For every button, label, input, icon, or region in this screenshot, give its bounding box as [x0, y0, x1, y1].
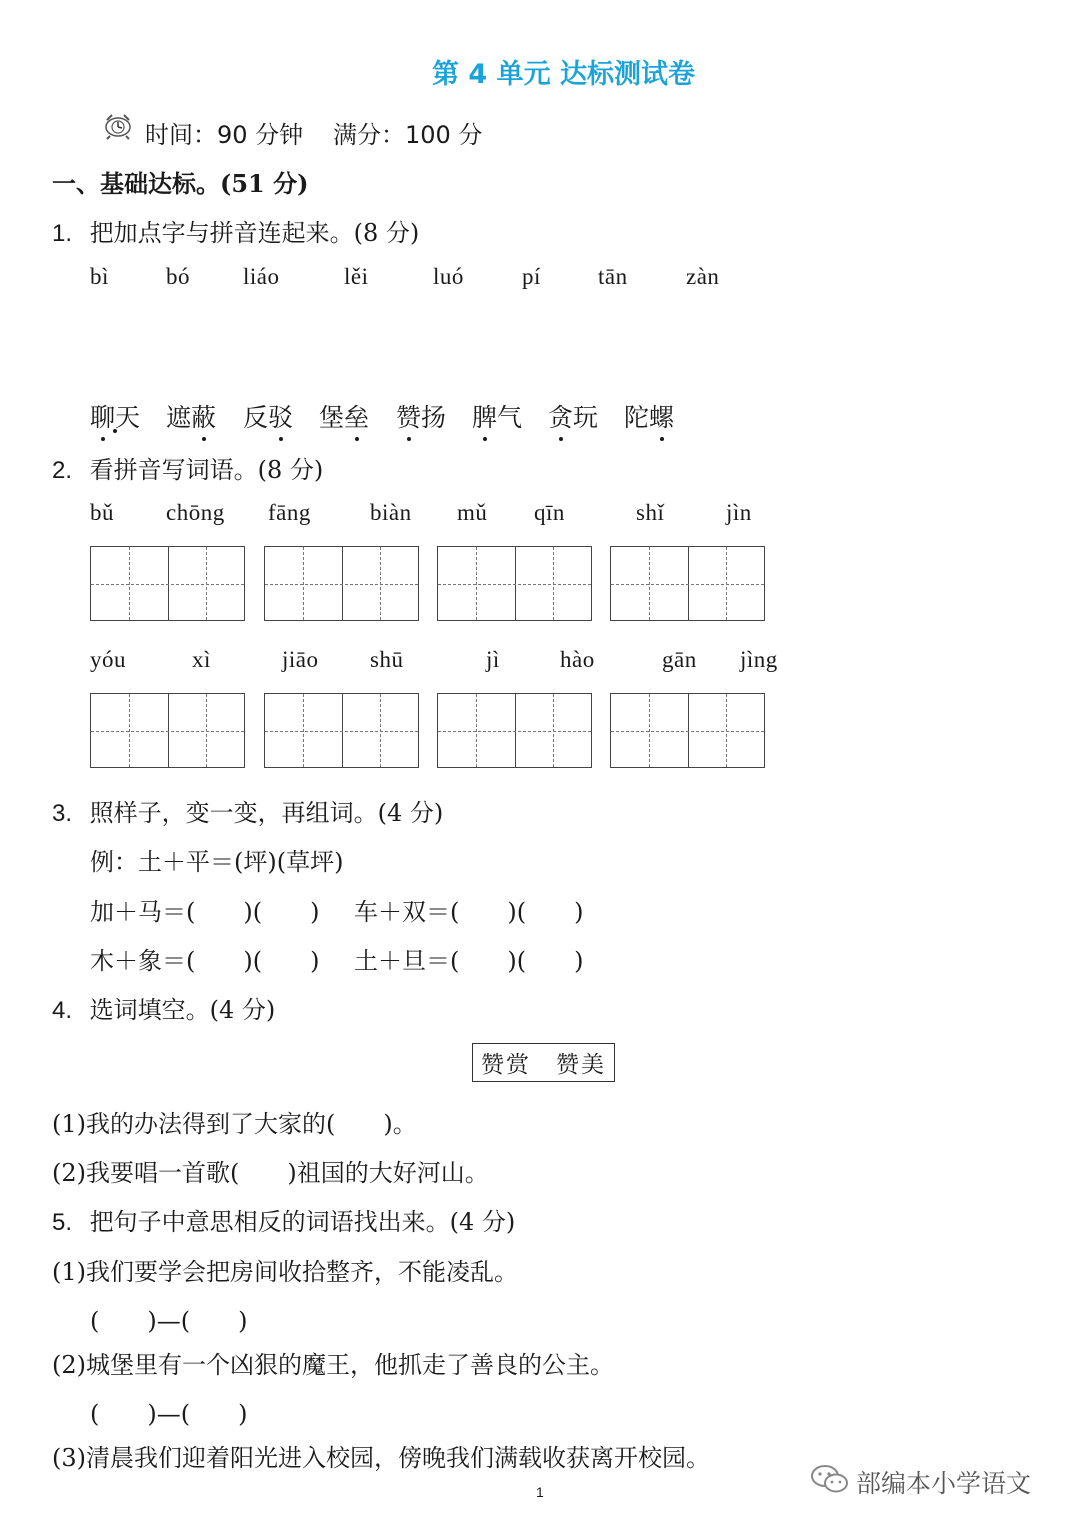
question-1 — [52, 213, 419, 248]
word-option[interactable] — [166, 398, 216, 434]
answer-blank[interactable]: ( )—( ) — [90, 1307, 248, 1335]
pinyin-label: jì — [486, 647, 500, 672]
blank-item[interactable]: 加＋马＝( )( ) — [90, 898, 320, 926]
time-label: 时间：90 分钟 — [145, 121, 304, 149]
pinyin-option[interactable]: tān — [598, 264, 628, 289]
watermark: 部编本小学语文 — [856, 1469, 1032, 1498]
word-char: 陀 — [624, 403, 650, 432]
writing-grid[interactable] — [610, 693, 765, 768]
pinyin-label: qīn — [534, 500, 565, 525]
question-number: 3. — [52, 800, 73, 827]
writing-grid[interactable] — [264, 693, 419, 768]
word-option[interactable] — [624, 398, 674, 434]
pinyin-option[interactable]: bó — [166, 264, 190, 289]
dotted-char: 贪 — [548, 398, 573, 434]
sentence-2: (2)城堡里有一个凶狠的魔王，他抓走了善良的公主。 — [52, 1351, 614, 1379]
pinyin-option[interactable]: lěi — [344, 264, 369, 289]
pinyin-label: jiāo — [282, 647, 319, 672]
pinyin-label: hào — [560, 647, 595, 672]
pinyin-label: bǔ — [90, 500, 114, 525]
clock-icon — [102, 110, 134, 140]
writing-grid[interactable] — [437, 693, 592, 768]
pinyin-label: gān — [662, 647, 697, 672]
pinyin-option[interactable]: bì — [90, 264, 109, 289]
word-option[interactable] — [90, 398, 140, 434]
pinyin-label: yóu — [90, 647, 126, 672]
question-text: 把加点字与拼音连起来。(8 分) — [89, 219, 420, 247]
section-title: 一、基础达标。(51 分) — [52, 169, 309, 198]
writing-grid[interactable] — [90, 693, 245, 768]
example-line: 例：土＋平＝(坪)(草坪) — [90, 848, 344, 876]
dotted-char: 蔽 — [191, 398, 216, 434]
question-number: 4. — [52, 997, 73, 1024]
score-label: 满分：100 分 — [333, 121, 483, 149]
question-2 — [52, 450, 323, 485]
word-option[interactable] — [243, 398, 293, 434]
pinyin-label: fāng — [268, 500, 311, 525]
word-char: 遮 — [166, 403, 192, 432]
sentence-1: (1)我们要学会把房间收拾整齐，不能凌乱。 — [52, 1258, 518, 1286]
pinyin-option[interactable]: liáo — [243, 264, 280, 289]
question-3 — [52, 793, 443, 828]
sentence-3: (3)清晨我们迎着阳光进入校园，傍晚我们满载收获离开校园。 — [52, 1444, 710, 1472]
page-number: 1 — [536, 1484, 544, 1500]
question-4 — [52, 990, 275, 1025]
word-char: 堡 — [319, 403, 345, 432]
page-title: 第 4 单元 达标测试卷 — [432, 59, 695, 90]
pinyin-label: xì — [192, 647, 211, 672]
blank-item[interactable]: 车＋双＝( )( ) — [354, 898, 584, 926]
answer-blank[interactable]: ( )—( ) — [90, 1400, 248, 1428]
question-number: 1. — [52, 220, 73, 247]
dotted-char: 赞 — [396, 398, 421, 434]
dotted-char: 垒 — [344, 398, 369, 434]
pinyin-label: jìn — [726, 500, 752, 525]
word-char: 反 — [243, 403, 269, 432]
word-choice-box: 赞赏 赞美 — [472, 1043, 615, 1082]
question-5 — [52, 1202, 515, 1237]
sentence-1[interactable]: (1)我的办法得到了大家的( )。 — [52, 1110, 417, 1138]
writing-grid[interactable] — [610, 546, 765, 621]
question-number: 5. — [52, 1209, 73, 1236]
word-char: 聊 — [90, 398, 115, 434]
question-text: 选词填空。(4 分) — [89, 996, 276, 1024]
question-text: 把句子中意思相反的词语找出来。(4 分) — [89, 1208, 516, 1236]
pinyin-option[interactable]: zàn — [686, 264, 720, 289]
question-number: 2. — [52, 457, 73, 484]
writing-grid[interactable] — [90, 546, 245, 621]
word-char: 扬 — [421, 403, 447, 432]
pinyin-label: jìng — [740, 647, 778, 672]
word-option[interactable] — [396, 398, 446, 434]
pinyin-label: chōng — [166, 500, 225, 525]
pinyin-label: shǐ — [636, 500, 665, 525]
pinyin-label: shū — [370, 647, 404, 672]
word-char: 天 — [115, 403, 141, 432]
question-text: 照样子，变一变，再组词。(4 分) — [89, 799, 444, 827]
pinyin-label: mǔ — [457, 500, 488, 525]
dotted-char: 驳 — [268, 398, 293, 434]
blank-item[interactable]: 木＋象＝( )( ) — [90, 947, 320, 975]
word-char: 气 — [497, 403, 523, 432]
sentence-2[interactable]: (2)我要唱一首歌( )祖国的大好河山。 — [52, 1159, 489, 1187]
writing-grid[interactable] — [437, 546, 592, 621]
wechat-icon — [810, 1462, 850, 1496]
word-option[interactable] — [319, 398, 369, 434]
blank-item[interactable]: 土＋旦＝( )( ) — [354, 947, 584, 975]
pinyin-label: biàn — [370, 500, 412, 525]
word-option[interactable] — [548, 398, 598, 434]
pinyin-option[interactable]: luó — [433, 264, 464, 289]
dotted-char: 脾 — [472, 398, 497, 434]
question-text: 看拼音写词语。(8 分) — [89, 456, 324, 484]
word-char: 玩 — [573, 403, 599, 432]
dotted-char: 螺 — [649, 398, 674, 434]
writing-grid[interactable] — [264, 546, 419, 621]
pinyin-option[interactable]: pí — [522, 264, 541, 289]
word-option[interactable] — [472, 398, 522, 434]
